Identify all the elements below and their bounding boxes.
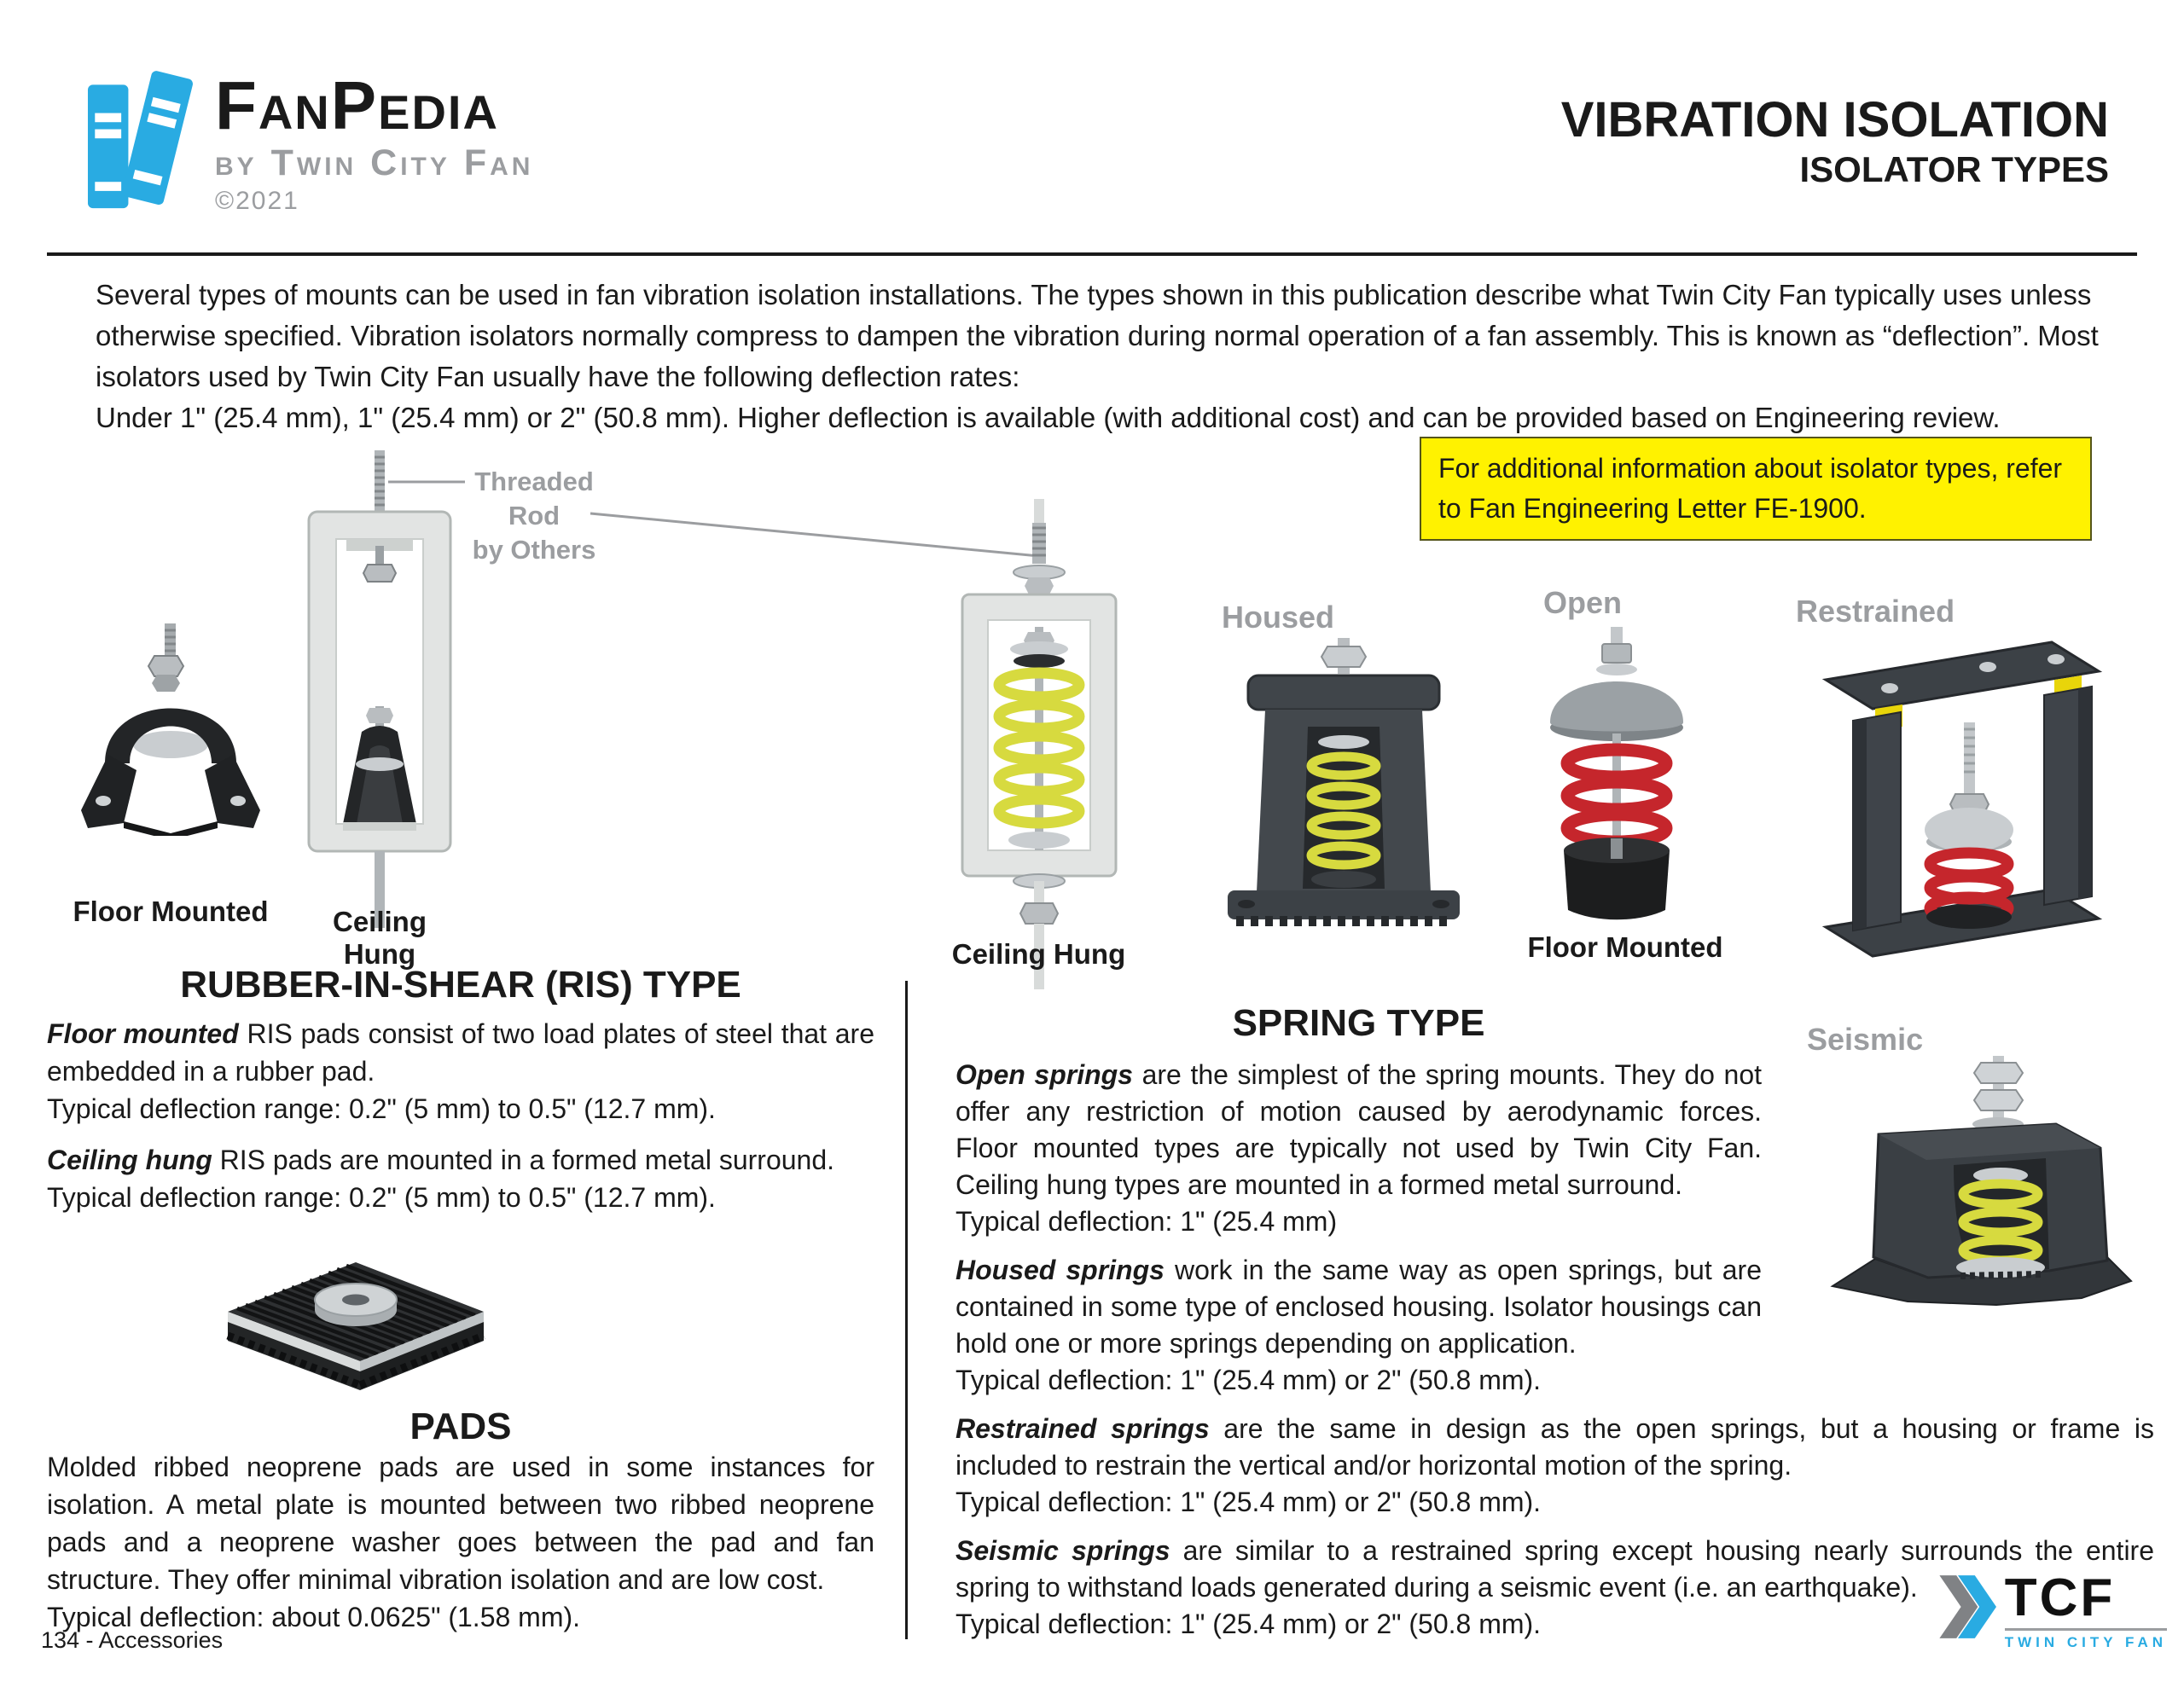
figure-housed-spring bbox=[1216, 638, 1472, 949]
spring-open-text: are the simplest of the spring mounts. They do not offer any restriction of motion caused by aerodynamic forces. Floor mounted types are typically not used by Twin City Fan. Ceiling hung types are mounted in a formed metal surround. bbox=[956, 1059, 1763, 1200]
page-title-sub: ISOLATOR TYPES bbox=[1799, 148, 2109, 189]
pads-paragraph: Molded ribbed neoprene pads are used in some instances for isolation. A metal plate is mounted between two ribbed neoprene pads and a neoprene washer goes between the pad and fan structure. They offer minimal vibration isolation and are low cost. bbox=[47, 1452, 874, 1595]
spring-seismic-text: are similar to a restrained spring except housing nearly surrounds the entire spring to withstand loads generated during a seismic event (i.e. an earthquake). bbox=[956, 1535, 2155, 1603]
spring-section-title: SPRING TYPE bbox=[1232, 1002, 1485, 1044]
label-housed: Housed bbox=[1222, 600, 1335, 635]
figure-restrained-spring bbox=[1800, 627, 2129, 964]
spring-housed-block bbox=[956, 1252, 1762, 1399]
tcf-logo bbox=[1935, 1568, 2167, 1650]
logo-copyright: ©2021 bbox=[215, 187, 299, 215]
spring-housed-text: work in the same way as open springs, but are contained in some type of enclosed housing. Isolator housings can hold one or more springs depending on application. bbox=[956, 1255, 1763, 1359]
spring-seismic-deflection: Typical deflection: 1" (25.4 mm) or 2" (50.8 mm). bbox=[956, 1609, 1542, 1639]
spring-restrained-text: are the same in design as the open springs, but a housing or frame is included to restrain the vertical and/or horizontal motion of the spring. bbox=[956, 1413, 2155, 1481]
label-open: Open bbox=[1542, 585, 1622, 620]
spring-open-paragraph bbox=[956, 1057, 1762, 1203]
ris-floor-deflection: Typical deflection range: 0.2" (5 mm) to 0.5" (12.7 mm). bbox=[47, 1093, 716, 1124]
spring-housed-deflection: Typical deflection: 1" (25.4 mm) or 2" (50.8 mm). bbox=[956, 1365, 1542, 1395]
ris-section-body bbox=[47, 1015, 874, 1216]
label-ris-floor-mounted: Floor Mounted bbox=[73, 896, 269, 927]
column-divider bbox=[905, 981, 908, 1639]
spring-restrained-lead: Restrained springs bbox=[956, 1413, 1210, 1444]
tcf-rule bbox=[2005, 1628, 2167, 1631]
spring-housed-paragraph bbox=[956, 1252, 1762, 1362]
spring-restrained-block bbox=[956, 1411, 2154, 1521]
label-spring-floor-mounted: Floor Mounted bbox=[1527, 931, 1723, 963]
tcf-logo-text bbox=[2004, 1568, 2167, 1650]
ris-ceiling-lead: Ceiling hung bbox=[47, 1145, 212, 1175]
label-restrained: Restrained bbox=[1796, 594, 1955, 629]
ris-section-title: RUBBER-IN-SHEAR (RIS) TYPE bbox=[180, 964, 741, 1006]
figure-ris-floor-mounted bbox=[73, 618, 269, 840]
logo-subtitle: by Twin City Fan bbox=[215, 142, 534, 183]
threaded-rod-note-line2: by Others bbox=[472, 535, 596, 565]
ris-floor-lead: Floor mounted bbox=[47, 1018, 239, 1049]
pads-section-title: PADS bbox=[410, 1406, 512, 1447]
spring-section bbox=[956, 1002, 2155, 1655]
logo-title: FanPedia bbox=[215, 67, 499, 143]
threaded-rod-note-line1: Threaded Rod bbox=[474, 467, 594, 530]
ris-floor-text: RIS pads consist of two load plates of steel that are embedded in a rubber pad. bbox=[47, 1018, 875, 1087]
ris-floor-paragraph bbox=[47, 1015, 874, 1090]
tcf-chevron-icon bbox=[1935, 1572, 1996, 1646]
spring-open-lead: Open springs bbox=[956, 1059, 1133, 1090]
page-number: 134 - Accessories bbox=[41, 1627, 224, 1653]
threaded-rod-note bbox=[462, 465, 606, 567]
pads-deflection: Typical deflection: about 0.0625" (1.58 mm). bbox=[47, 1602, 581, 1632]
intro-paragraph bbox=[96, 275, 2113, 438]
header-divider bbox=[47, 252, 2137, 256]
spring-restrained-deflection: Typical deflection: 1" (25.4 mm) or 2" (50.8 mm). bbox=[956, 1487, 1542, 1517]
figure-neoprene-pad bbox=[200, 1237, 503, 1416]
label-seismic: Seismic bbox=[1807, 1022, 1924, 1057]
page-title-main: VIBRATION ISOLATION bbox=[1560, 92, 2109, 148]
ris-ceiling-paragraph bbox=[47, 1141, 874, 1179]
label-ris-ceiling-hung: Ceiling Hung bbox=[332, 906, 427, 970]
ris-ceiling-deflection: Typical deflection range: 0.2" (5 mm) to 0.5" (12.7 mm). bbox=[47, 1182, 716, 1213]
figure-open-spring bbox=[1527, 627, 1706, 938]
spring-seismic-lead: Seismic springs bbox=[956, 1535, 1170, 1566]
pads-section-body bbox=[47, 1448, 874, 1636]
logo-text bbox=[215, 67, 534, 215]
figure-spring-ceiling-hung bbox=[954, 499, 1124, 994]
intro-text-2: Under 1" (25.4 mm), 1" (25.4 mm) or 2" (50.8 mm). Higher deflection is available (with additional cost) and can be provided based on Engineering review. bbox=[96, 402, 2001, 433]
label-spring-ceiling-hung: Ceiling Hung bbox=[951, 938, 1126, 970]
spring-open-deflection: Typical deflection: 1" (25.4 mm) bbox=[956, 1206, 1338, 1237]
tcf-acronym: TCF bbox=[2004, 1568, 2116, 1627]
info-callout: For additional information about isolator types, refer to Fan Engineering Letter FE-1900. bbox=[1420, 437, 2092, 541]
intro-text-1: Several types of mounts can be used in fan vibration isolation installations. The types shown in this publication describe what Twin City Fan typically uses unless otherwise specified. Vibration isolators normally compress to dampen the vibration during normal operation of a fan assembly. This is known as “deflection”. Most isolators used by Twin City Fan usually have the following deflection rates: bbox=[96, 279, 2099, 392]
spring-open-block bbox=[956, 1057, 1762, 1240]
books-icon bbox=[81, 67, 209, 217]
spring-housed-lead: Housed springs bbox=[956, 1255, 1165, 1285]
tcf-name: TWIN CITY FAN bbox=[2004, 1634, 2167, 1650]
page-title bbox=[1561, 92, 2109, 190]
ris-ceiling-text: RIS pads are mounted in a formed metal surround. bbox=[212, 1145, 835, 1175]
spring-restrained-paragraph bbox=[956, 1411, 2154, 1484]
